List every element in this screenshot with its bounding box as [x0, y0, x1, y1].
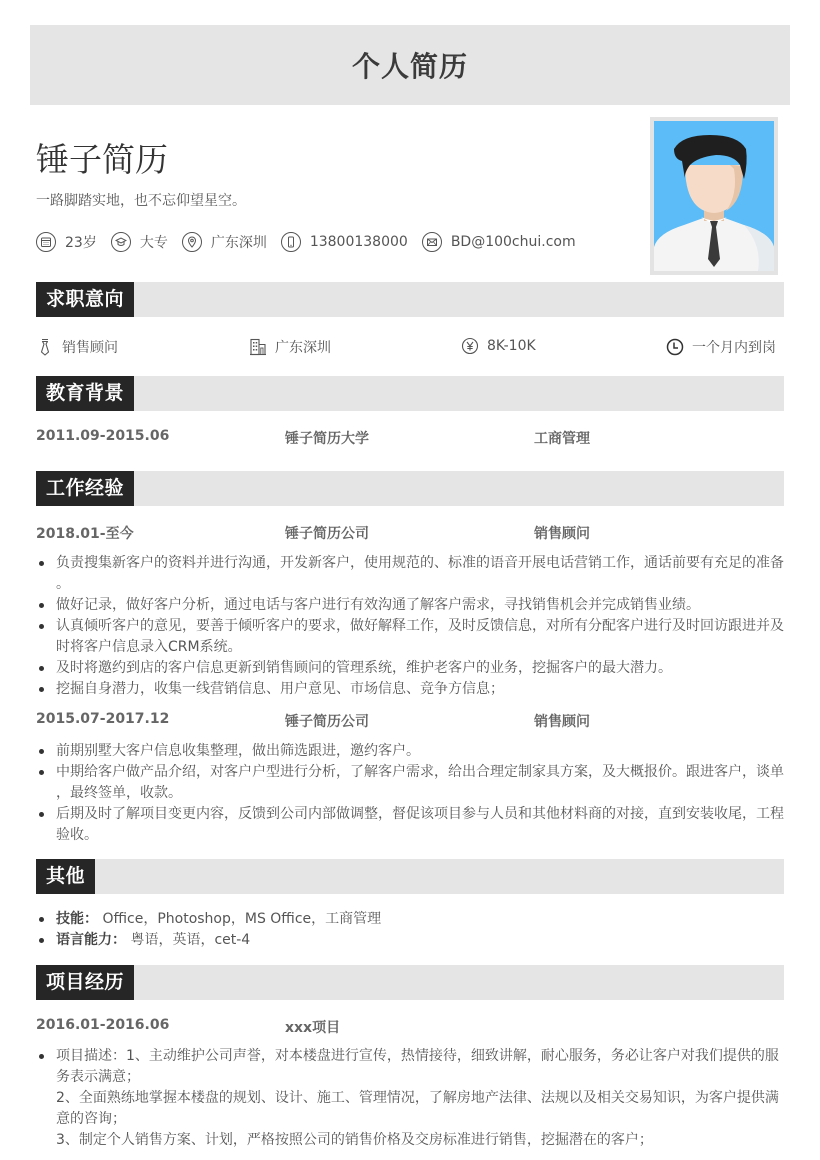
- intent-availability-text: 一个月内到岗: [692, 340, 776, 356]
- work-duties-list: [36, 741, 786, 846]
- education-level-text: 大专: [139, 235, 168, 251]
- language-value: 粤语，英语，cet-4: [130, 932, 251, 948]
- intent-city-text: 广东深圳: [275, 340, 331, 356]
- section-header-projects: [36, 965, 784, 1000]
- section-title-work: 工作经验: [36, 471, 134, 506]
- location-text: 广东深圳: [210, 235, 267, 251]
- work-entry-header: [36, 711, 784, 731]
- list-item: 负责搜集新客户的资料并进行沟通，开发新客户，使用规范的、标准的语音开展电话营销工作，通话前要有充足的准备: [36, 553, 786, 574]
- page-title: 个人简历: [351, 50, 468, 83]
- list-item-continuation: 。: [56, 576, 70, 592]
- calendar-icon: [36, 232, 56, 252]
- section-title-intent: 求职意向: [36, 282, 134, 317]
- list-item-continuation: 3、制定个人销售方案、计划，严格按照公司的销售价格及交房标准进行销售，挖掘潜在的客户；: [56, 1132, 653, 1148]
- work-title: 销售顾问: [534, 714, 590, 730]
- language-label: 语言能力：: [56, 932, 126, 948]
- section-title-other: 其他: [36, 859, 95, 894]
- project-entry-header: [36, 1017, 784, 1037]
- education-period: 2011.09-2015.06: [36, 428, 170, 444]
- project-period: 2016.01-2016.06: [36, 1017, 170, 1033]
- list-item: 挖掘自身潜力，收集一线营销信息、用户意见、市场信息、竞争方信息；: [36, 679, 786, 700]
- project-description-list: [36, 1046, 786, 1151]
- intent-salary: [461, 337, 536, 355]
- skills-value: Office，Photoshop，MS Office，工商管理: [102, 911, 382, 927]
- clock-icon: [666, 338, 684, 356]
- contact-info-row: [36, 231, 590, 253]
- intent-position: [36, 337, 118, 357]
- education-major: 工商管理: [534, 431, 590, 447]
- building-icon: [249, 338, 267, 356]
- location-pin-icon: [182, 232, 202, 252]
- job-intent-row: [36, 337, 784, 359]
- list-item: 中期给客户做产品介绍，对客户户型进行分析，了解客户需求，给出合理定制家具方案，及大概报价。跟进客户，谈单: [36, 762, 786, 783]
- education-school: 锤子简历大学: [285, 431, 369, 447]
- list-item: 项目描述：1、主动维护公司声誉，对本楼盘进行宣传，热情接待，细致讲解，耐心服务，务必让客户对我们提供的服: [36, 1046, 786, 1067]
- work-period: 2018.01-至今: [36, 526, 134, 542]
- other-list: [36, 909, 786, 951]
- graduation-cap-icon: [111, 232, 131, 252]
- list-item: 做好记录，做好客户分析，通过电话与客户进行有效沟通了解客户需求，寻找销售机会并完成销售业绩。: [36, 595, 786, 616]
- info-phone: [281, 232, 408, 252]
- skills-label: 技能：: [56, 911, 98, 927]
- list-item: 及时将邀约到店的客户信息更新到销售顾问的管理系统，维护老客户的业务，挖掘客户的最大潜力。: [36, 658, 786, 679]
- yuan-icon: [461, 337, 479, 355]
- work-title: 销售顾问: [534, 526, 590, 542]
- section-title-projects: 项目经历: [36, 965, 134, 1000]
- candidate-name: 锤子简历: [36, 140, 168, 179]
- profile-photo: [650, 117, 778, 275]
- email-text[interactable]: BD@100chui.com: [450, 234, 576, 250]
- list-item-continuation: 2、全面熟练地掌握本楼盘的规划、设计、施工、管理情况，了解房地产法律、法规以及相关交易知识，为客户提供满: [56, 1090, 779, 1106]
- phone-icon: [281, 232, 301, 252]
- info-location: [182, 232, 267, 252]
- info-education: [111, 232, 168, 252]
- section-title-education: 教育背景: [36, 376, 134, 411]
- candidate-motto: 一路脚踏实地，也不忘仰望星空。: [36, 193, 246, 209]
- avatar-illustration: [654, 121, 774, 271]
- intent-position-text: 销售顾问: [62, 340, 118, 356]
- work-company: 锤子简历公司: [285, 714, 369, 730]
- info-email: [422, 232, 576, 252]
- project-name: xxx项目: [285, 1020, 341, 1036]
- page-banner: [30, 25, 790, 105]
- list-item: 认真倾听客户的意见，要善于倾听客户的要求，做好解释工作，及时反馈信息，对所有分配客户进行及时回访跟进并及: [36, 616, 786, 637]
- work-entry-header: [36, 523, 784, 543]
- list-item: 前期别墅大客户信息收集整理，做出筛选跟进，邀约客户。: [36, 741, 786, 762]
- info-age: [36, 232, 97, 252]
- list-item: 后期及时了解项目变更内容，反馈到公司内部做调整，督促该项目参与人员和其他材料商的对接，直到安装收尾，工程: [36, 804, 786, 825]
- mail-icon: [422, 232, 442, 252]
- skills-item: [36, 909, 786, 930]
- list-item-continuation: 时将客户信息录入CRM系统。: [56, 639, 242, 655]
- phone-text[interactable]: 13800138000: [309, 234, 408, 250]
- intent-availability: [666, 337, 776, 357]
- list-item-continuation: 验收。: [56, 827, 98, 843]
- section-header-work: [36, 471, 784, 506]
- list-item-continuation: ，最终签单，收款。: [56, 785, 182, 801]
- section-header-education: [36, 376, 784, 411]
- section-header-intent: [36, 282, 784, 317]
- list-item-continuation: 意的咨询；: [56, 1111, 126, 1127]
- intent-city: [249, 337, 331, 357]
- work-duties-list: [36, 553, 786, 700]
- tie-icon: [36, 338, 54, 356]
- intent-salary-text: 8K-10K: [487, 338, 536, 354]
- education-entry: [36, 428, 784, 448]
- language-item: [36, 930, 786, 951]
- list-item-continuation: 务表示满意；: [56, 1069, 140, 1085]
- work-company: 锤子简历公司: [285, 526, 369, 542]
- section-header-other: [36, 859, 784, 894]
- age-text: 23岁: [65, 235, 97, 251]
- work-period: 2015.07-2017.12: [36, 711, 170, 727]
